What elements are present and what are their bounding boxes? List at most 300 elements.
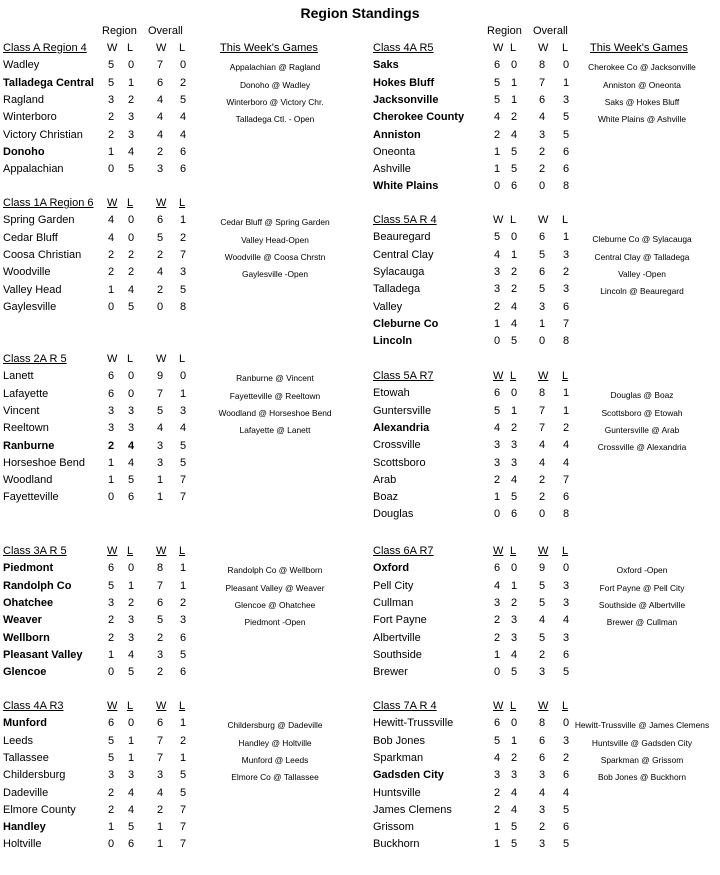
region-wins: 3: [493, 597, 501, 609]
region-wins: 3: [107, 769, 115, 781]
overall-wins: 4: [538, 787, 546, 799]
team-name: Douglas: [373, 508, 414, 520]
region-wins: 4: [107, 232, 115, 244]
region-wins: 6: [493, 59, 501, 71]
overall-losses: 5: [562, 838, 570, 850]
region-w-header: W: [107, 42, 118, 54]
region-losses: 6: [127, 491, 135, 503]
overall-losses: 1: [179, 717, 187, 729]
game-matchup: Oxford -Open: [616, 565, 668, 575]
overall-losses: 0: [562, 59, 570, 71]
overall-wins: 7: [156, 752, 164, 764]
region-wins: 0: [107, 163, 115, 175]
team-name: Horseshoe Bend: [3, 457, 85, 469]
game-matchup: Hewitt-Trussville @ James Clemens: [574, 720, 710, 730]
region-wins: 4: [107, 214, 115, 226]
team-name: Wadley: [3, 59, 40, 71]
team-name: Spring Garden: [3, 214, 75, 226]
region-wins: 5: [493, 231, 501, 243]
overall-wins: 6: [538, 735, 546, 747]
region-losses: 3: [510, 439, 518, 451]
region-name: Class 7A R 4: [373, 700, 437, 712]
region-name: Class 5A R 4: [373, 214, 437, 226]
team-name: Dadeville: [3, 787, 49, 799]
overall-losses: 7: [179, 474, 187, 486]
overall-losses: 5: [562, 804, 570, 816]
overall-losses: 6: [562, 491, 570, 503]
region-wins: 2: [493, 301, 501, 313]
game-matchup: Woodland @ Horseshoe Bend: [218, 408, 332, 418]
overall-losses: 8: [562, 180, 570, 192]
overall-w-header: W: [156, 353, 167, 365]
team-name: Grissom: [373, 821, 414, 833]
team-name: Winterboro: [3, 111, 57, 123]
region-wins: 6: [107, 717, 115, 729]
overall-l-header: L: [562, 545, 569, 557]
region-losses: 0: [127, 717, 135, 729]
region-losses: 3: [510, 632, 518, 644]
overall-l-header: L: [179, 700, 186, 712]
game-matchup: Lafayette @ Lanett: [239, 425, 311, 435]
region-wins: 3: [493, 457, 501, 469]
region-losses: 1: [127, 580, 135, 592]
overall-losses: 2: [179, 232, 187, 244]
overall-losses: 3: [179, 614, 187, 626]
overall-wins: 3: [156, 440, 164, 452]
team-name: Glencoe: [3, 666, 47, 678]
team-name: Boaz: [373, 491, 399, 503]
overall-wins: 9: [156, 370, 164, 382]
region-losses: 5: [127, 666, 135, 678]
region-losses: 3: [127, 422, 135, 434]
overall-wins: 5: [538, 249, 546, 261]
overall-w-header: W: [156, 42, 167, 54]
team-name: Handley: [3, 821, 46, 833]
team-name: Cherokee County: [373, 111, 465, 123]
overall-losses: 6: [179, 146, 187, 158]
team-name: Valley: [373, 301, 403, 313]
region-wins: 4: [493, 752, 501, 764]
team-name: Gaylesville: [3, 301, 57, 313]
overall-losses: 6: [562, 821, 570, 833]
overall-wins: 1: [156, 491, 164, 503]
team-name: Hokes Bluff: [373, 77, 435, 89]
region-losses: 5: [127, 821, 135, 833]
region-losses: 4: [127, 804, 135, 816]
game-matchup: Appalachian @ Ragland: [229, 62, 321, 72]
game-matchup: Bob Jones @ Buckhorn: [597, 772, 687, 782]
team-name: Saks: [373, 59, 399, 71]
team-name: Childersburg: [3, 769, 66, 781]
overall-losses: 4: [562, 614, 570, 626]
region-losses: 3: [127, 129, 135, 141]
overall-losses: 4: [562, 439, 570, 451]
overall-wins: 0: [538, 335, 546, 347]
region-losses: 2: [510, 422, 518, 434]
overall-losses: 3: [562, 94, 570, 106]
region-wins: 1: [493, 163, 501, 175]
game-matchup: Cedar Bluff @ Spring Garden: [220, 217, 330, 227]
overall-wins: 7: [156, 388, 164, 400]
overall-losses: 7: [179, 821, 187, 833]
overall-losses: 4: [179, 422, 187, 434]
region-losses: 1: [510, 94, 518, 106]
overall-wins: 2: [156, 804, 164, 816]
team-name: Ohatchee: [3, 597, 54, 609]
overall-wins: 2: [538, 163, 546, 175]
region-wins: 6: [493, 387, 501, 399]
region-losses: 4: [510, 474, 518, 486]
overall-w-header: W: [538, 42, 549, 54]
overall-wins: 2: [538, 821, 546, 833]
region-wins: 2: [107, 614, 115, 626]
region-losses: 4: [127, 787, 135, 799]
overall-w-header: W: [538, 700, 549, 712]
region-wins: 1: [493, 821, 501, 833]
region-l-header: L: [127, 197, 134, 209]
region-losses: 0: [127, 59, 135, 71]
region-name: Class A Region 4: [3, 42, 87, 54]
region-block: [3, 353, 343, 523]
region-losses: 4: [510, 787, 518, 799]
game-matchup: Valley Head-Open: [241, 235, 309, 245]
overall-losses: 3: [562, 632, 570, 644]
team-name: Coosa Christian: [3, 249, 82, 261]
region-losses: 2: [127, 94, 135, 106]
game-matchup: Huntsville @ Gadsden City: [591, 738, 693, 748]
overall-l-header: L: [179, 545, 186, 557]
overall-wins: 4: [538, 439, 546, 451]
team-name: Beauregard: [373, 231, 431, 243]
overall-wins: 3: [538, 838, 546, 850]
team-name: Leeds: [3, 735, 33, 747]
region-losses: 0: [127, 370, 135, 382]
team-name: Albertville: [373, 632, 421, 644]
page-title: Region Standings: [300, 5, 420, 21]
region-block: [3, 197, 343, 367]
overall-wins: 6: [538, 231, 546, 243]
overall-wins: 3: [538, 769, 546, 781]
region-name: Class 6A R7: [373, 545, 434, 557]
region-block: [3, 700, 343, 870]
overall-losses: 2: [179, 77, 187, 89]
region-losses: 5: [127, 474, 135, 486]
region-wins: 0: [107, 666, 115, 678]
overall-wins: 8: [538, 59, 546, 71]
region-name: Class 5A R7: [373, 370, 434, 382]
region-wins: 4: [493, 111, 501, 123]
overall-wins: 6: [538, 752, 546, 764]
game-matchup: Talladega Ctl. - Open: [235, 114, 315, 124]
team-name: Piedmont: [3, 562, 54, 574]
game-matchup: Handley @ Holtville: [238, 738, 312, 748]
overall-losses: 3: [562, 735, 570, 747]
overall-losses: 6: [562, 649, 570, 661]
region-wins: 1: [107, 457, 115, 469]
overall-wins: 3: [156, 163, 164, 175]
overall-wins: 6: [156, 77, 164, 89]
region-wins: 2: [493, 787, 501, 799]
game-matchup: Ranburne @ Vincent: [236, 373, 314, 383]
overall-losses: 3: [562, 597, 570, 609]
overall-losses: 0: [179, 59, 187, 71]
region-losses: 5: [510, 838, 518, 850]
game-matchup: White Plains @ Ashville: [597, 114, 687, 124]
overall-losses: 6: [179, 163, 187, 175]
overall-wins: 3: [538, 666, 546, 678]
overall-wins: 5: [538, 580, 546, 592]
region-wins: 4: [493, 580, 501, 592]
game-matchup: Central Clay @ Talladega: [594, 252, 690, 262]
region-block: [3, 42, 343, 212]
region-wins: 3: [493, 283, 501, 295]
overall-losses: 5: [179, 440, 187, 452]
region-losses: 2: [510, 283, 518, 295]
overall-losses: 7: [179, 838, 187, 850]
region-wins: 2: [493, 614, 501, 626]
overall-losses: 4: [562, 457, 570, 469]
overall-wins: 4: [538, 614, 546, 626]
region-name: Class 4A R5: [373, 42, 434, 54]
region-losses: 0: [510, 231, 518, 243]
team-name: White Plains: [373, 180, 439, 192]
team-name: Buckhorn: [373, 838, 420, 850]
team-name: Woodland: [3, 474, 53, 486]
game-matchup: Anniston @ Oneonta: [603, 80, 681, 90]
overall-losses: 6: [562, 769, 570, 781]
team-name: Etowah: [373, 387, 410, 399]
team-name: Southside: [373, 649, 422, 661]
region-wins: 5: [493, 735, 501, 747]
overall-wins: 2: [156, 249, 164, 261]
games-header: This Week's Games: [220, 42, 318, 54]
region-block: [373, 545, 713, 715]
region-losses: 5: [127, 163, 135, 175]
region-losses: 3: [127, 632, 135, 644]
region-name: Class 2A R 5: [3, 353, 67, 365]
overall-w-header: W: [538, 545, 549, 557]
region-losses: 1: [510, 405, 518, 417]
overall-losses: 2: [179, 735, 187, 747]
region-wins: 2: [107, 129, 115, 141]
overall-wins: 2: [156, 146, 164, 158]
overall-losses: 1: [179, 580, 187, 592]
team-name: Huntsville: [373, 787, 421, 799]
region-l-header: L: [127, 545, 134, 557]
region-wins: 0: [107, 491, 115, 503]
team-name: Gadsden City: [373, 769, 444, 781]
region-losses: 3: [510, 769, 518, 781]
region-wins: 1: [107, 146, 115, 158]
region-losses: 5: [510, 491, 518, 503]
game-matchup: Randolph Co @ Wellborn: [227, 565, 323, 575]
region-w-header: W: [493, 700, 504, 712]
region-wins: 2: [493, 129, 501, 141]
overall-losses: 2: [562, 752, 570, 764]
overall-losses: 5: [562, 666, 570, 678]
overall-wins: 3: [538, 301, 546, 313]
region-losses: 3: [510, 614, 518, 626]
overall-losses: 1: [562, 77, 570, 89]
region-losses: 0: [510, 562, 518, 574]
overall-losses: 6: [562, 163, 570, 175]
overall-wins: 2: [538, 649, 546, 661]
overall-losses: 2: [562, 422, 570, 434]
team-name: Bob Jones: [373, 735, 425, 747]
overall-wins: 2: [156, 632, 164, 644]
overall-wins: 3: [538, 804, 546, 816]
overall-w-header: W: [156, 545, 167, 557]
team-name: Central Clay: [373, 249, 434, 261]
region-w-header: W: [493, 214, 504, 226]
region-losses: 1: [127, 735, 135, 747]
overall-wins: 4: [538, 111, 546, 123]
overall-wins: 7: [538, 405, 546, 417]
region-wins: 1: [493, 491, 501, 503]
team-name: Oxford: [373, 562, 410, 574]
region-wins: 6: [107, 370, 115, 382]
region-wins: 2: [107, 249, 115, 261]
overall-wins: 1: [538, 318, 546, 330]
region-block: [373, 370, 713, 540]
region-name: Class 3A R 5: [3, 545, 67, 557]
overall-wins: 2: [538, 146, 546, 158]
region-losses: 1: [510, 249, 518, 261]
overall-losses: 6: [179, 666, 187, 678]
overall-wins: 7: [156, 735, 164, 747]
overall-wins: 5: [156, 405, 164, 417]
region-losses: 2: [127, 597, 135, 609]
region-l-header: L: [510, 214, 517, 226]
game-matchup: Valley -Open: [618, 269, 666, 279]
game-matchup: Cherokee Co @ Jacksonville: [588, 62, 696, 72]
team-name: Appalachian: [3, 163, 64, 175]
overall-w-header: W: [538, 214, 549, 226]
region-wins: 1: [107, 821, 115, 833]
region-losses: 2: [127, 249, 135, 261]
region-w-header: W: [107, 197, 118, 209]
game-matchup: Guntersville @ Arab: [604, 425, 680, 435]
overall-losses: 4: [562, 787, 570, 799]
region-wins: 3: [107, 597, 115, 609]
overall-wins: 0: [538, 508, 546, 520]
region-wins: 0: [107, 838, 115, 850]
overall-losses: 8: [179, 301, 187, 313]
overall-losses: 0: [562, 562, 570, 574]
team-name: Pell City: [373, 580, 414, 592]
region-losses: 3: [127, 769, 135, 781]
team-name: Holtville: [3, 838, 42, 850]
region-wins: 3: [493, 266, 501, 278]
overall-losses: 8: [562, 335, 570, 347]
team-name: Woodville: [3, 266, 51, 278]
team-name: Crossville: [373, 439, 421, 451]
region-losses: 2: [510, 597, 518, 609]
region-losses: 0: [127, 388, 135, 400]
team-name: Reeltown: [3, 422, 49, 434]
region-wins: 6: [107, 388, 115, 400]
overall-losses: 7: [179, 491, 187, 503]
region-wins: 0: [107, 301, 115, 313]
region-wins: 6: [107, 562, 115, 574]
overall-wins: 3: [156, 457, 164, 469]
region-wins: 1: [107, 284, 115, 296]
region-wins: 0: [493, 508, 501, 520]
overall-wins: 5: [538, 597, 546, 609]
region-losses: 2: [510, 752, 518, 764]
overall-wins: 5: [156, 232, 164, 244]
overall-l-header: L: [562, 214, 569, 226]
overall-losses: 8: [562, 508, 570, 520]
game-matchup: Brewer @ Cullman: [606, 617, 678, 627]
region-wins: 1: [493, 649, 501, 661]
region-losses: 0: [510, 717, 518, 729]
overall-losses: 2: [562, 266, 570, 278]
overall-wins: 8: [156, 562, 164, 574]
overall-losses: 7: [179, 804, 187, 816]
overall-losses: 4: [179, 111, 187, 123]
region-l-header: L: [510, 700, 517, 712]
region-losses: 4: [127, 146, 135, 158]
overall-wins: 4: [156, 94, 164, 106]
overall-losses: 7: [562, 474, 570, 486]
team-name: Sylacauga: [373, 266, 425, 278]
game-matchup: Fort Payne @ Pell City: [599, 583, 685, 593]
team-name: Arab: [373, 474, 397, 486]
overall-l-header: L: [179, 42, 186, 54]
team-name: Elmore County: [3, 804, 76, 816]
region-wins: 3: [107, 405, 115, 417]
region-losses: 0: [510, 387, 518, 399]
region-losses: 6: [510, 180, 518, 192]
region-wins: 2: [493, 474, 501, 486]
region-wins: 2: [107, 787, 115, 799]
region-losses: 1: [510, 735, 518, 747]
region-wins: 5: [107, 735, 115, 747]
region-losses: 2: [510, 266, 518, 278]
region-wins: 5: [107, 580, 115, 592]
game-matchup: Southside @ Albertville: [598, 600, 686, 610]
overall-wins: 7: [156, 59, 164, 71]
game-matchup: Munford @ Leeds: [241, 755, 309, 765]
region-wins: 0: [493, 180, 501, 192]
team-name: Anniston: [373, 129, 421, 141]
team-name: Ashville: [373, 163, 411, 175]
team-name: Munford: [3, 717, 47, 729]
overall-losses: 5: [562, 129, 570, 141]
game-matchup: Cleburne Co @ Sylacauga: [592, 234, 692, 244]
overall-losses: 1: [562, 405, 570, 417]
region-losses: 1: [127, 77, 135, 89]
overall-wins: 4: [156, 787, 164, 799]
overall-losses: 3: [562, 249, 570, 261]
overall-losses: 3: [562, 580, 570, 592]
region-w-header: W: [107, 700, 118, 712]
team-name: Valley Head: [3, 284, 62, 296]
overall-wins: 1: [156, 821, 164, 833]
region-losses: 5: [510, 335, 518, 347]
team-name: Ranburne: [3, 440, 55, 452]
region-losses: 0: [127, 562, 135, 574]
region-l-header: L: [510, 545, 517, 557]
region-losses: 4: [510, 318, 518, 330]
region-w-header: W: [107, 545, 118, 557]
region-wins: 2: [107, 804, 115, 816]
region-wins: 6: [493, 562, 501, 574]
region-wins: 1: [493, 146, 501, 158]
team-name: Pleasant Valley: [3, 649, 83, 661]
region-losses: 5: [510, 821, 518, 833]
